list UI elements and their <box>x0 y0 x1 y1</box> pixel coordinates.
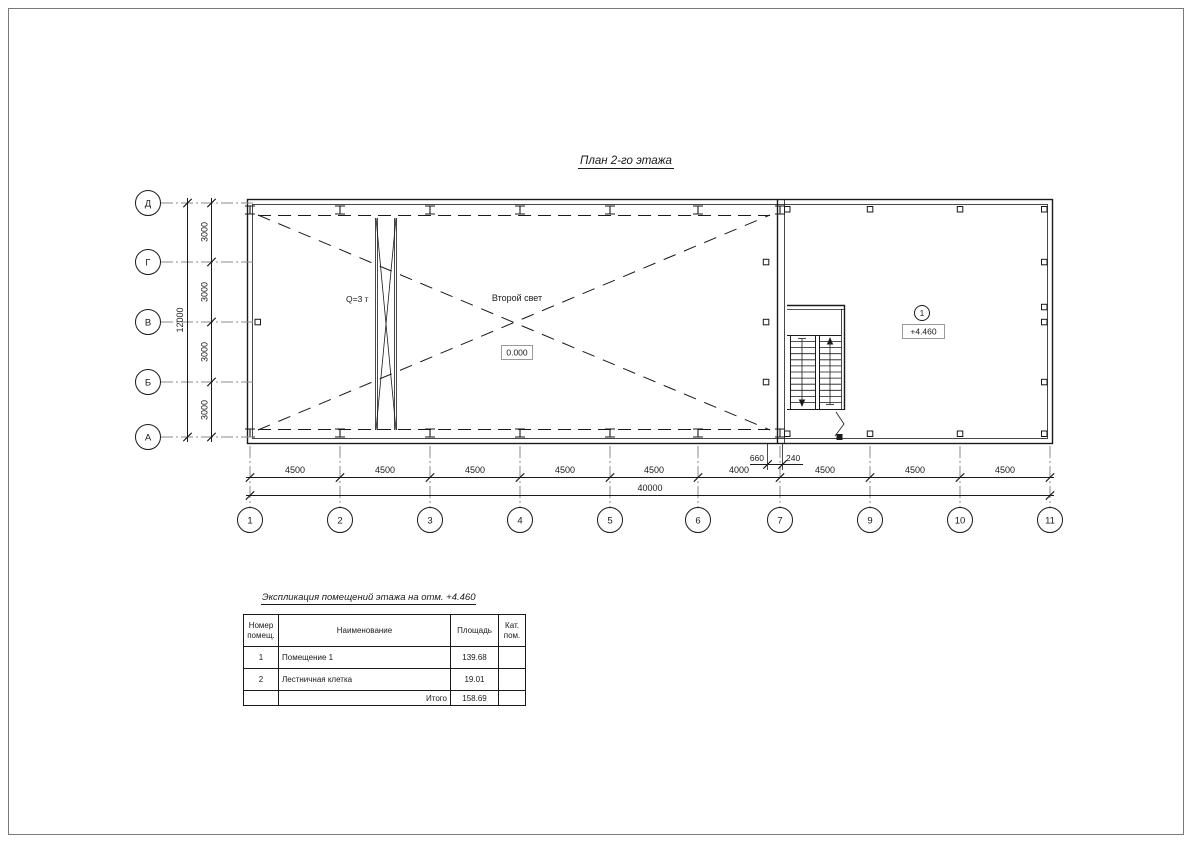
dim-left-segment: 3000 <box>199 221 210 243</box>
dim-left-total: 12000 <box>175 307 185 333</box>
dim-left-segment: 3000 <box>199 281 210 303</box>
offset-dimensions <box>750 444 803 470</box>
door-swing <box>835 412 844 436</box>
col-axis-label: 9 <box>867 515 873 527</box>
header-area: Площадь <box>451 615 499 647</box>
explication-title <box>261 592 543 605</box>
total-label: Итого <box>279 691 451 706</box>
level-zero-label: 0.000 <box>506 347 528 358</box>
second-light-label: Второй свет <box>491 293 543 303</box>
plan-title-text: План 2-го этажа <box>580 155 672 167</box>
room-number-label: 1 <box>919 309 925 318</box>
col-axis-label: 10 <box>954 515 966 527</box>
table-header-row <box>244 615 526 647</box>
row-axis-label: Д <box>144 198 152 210</box>
plan-annotations <box>346 293 945 360</box>
header-room-number: Номер помещ. <box>244 615 279 647</box>
col-axis-label: 6 <box>695 515 701 527</box>
table-row <box>244 647 526 669</box>
bottom-dimensions <box>246 444 1054 500</box>
cell-room-name: Помещение 1 <box>279 647 451 669</box>
second-light-opening <box>258 215 770 430</box>
cell-room-area: 139.68 <box>451 647 499 669</box>
table-row <box>244 669 526 691</box>
stair-treads-right <box>820 342 841 403</box>
dim-bottom-segment: 4500 <box>284 465 306 475</box>
dim-bottom-segment: 4500 <box>554 465 576 475</box>
dim-bottom-segment: 4500 <box>464 465 486 475</box>
column-axis-bubbles <box>238 508 1063 533</box>
level-mark-label: +4.460 <box>910 326 937 337</box>
building-outline <box>248 200 1053 444</box>
row-axis-label: Г <box>145 257 151 269</box>
col-axis-label: 1 <box>247 515 253 527</box>
dim-left-segment: 3000 <box>199 399 210 421</box>
explication-title-text: Экспликация помещений этажа на отм. +4.460 <box>262 592 476 603</box>
dim-bottom-segment: 4500 <box>904 465 926 475</box>
left-dimensions <box>175 198 216 442</box>
cell-room-category <box>499 669 526 691</box>
stair-treads-left <box>790 342 815 403</box>
column-axis-lines <box>250 446 1050 507</box>
staircase <box>787 305 845 436</box>
dim-left-segment: 3000 <box>199 341 210 363</box>
row-axis-label: Б <box>144 377 152 389</box>
dim-bottom-total: 40000 <box>637 483 663 493</box>
col-axis-label: 5 <box>607 515 613 527</box>
cell-room-area: 19.01 <box>451 669 499 691</box>
column-markers-hall <box>245 206 785 437</box>
table-total-row <box>244 691 526 706</box>
col-axis-label: 11 <box>1045 515 1055 527</box>
dim-bottom-segment: 4500 <box>643 465 665 475</box>
row-axis-bubbles <box>136 191 161 450</box>
total-area: 158.69 <box>451 691 499 706</box>
col-axis-label: 3 <box>427 515 433 527</box>
cell-empty <box>244 691 279 706</box>
header-category: Кат. пом. <box>499 615 526 647</box>
col-axis-label: 4 <box>517 515 523 527</box>
crane-capacity-label: Q=3 т <box>346 294 369 304</box>
cell-room-number: 1 <box>244 647 279 669</box>
cell-room-number: 2 <box>244 669 279 691</box>
header-name: Наименование <box>279 615 451 647</box>
col-axis-label: 2 <box>337 515 343 527</box>
vertical-bracing <box>376 218 397 430</box>
dim-offset-right: 240 <box>786 453 801 463</box>
row-axis-label: А <box>144 432 152 444</box>
room-explication <box>243 592 543 706</box>
dim-offset-left: 660 <box>749 453 764 463</box>
col-axis-label: 7 <box>777 515 783 527</box>
cell-room-name: Лестничная клетка <box>279 669 451 691</box>
dim-bottom-segment: 4000 <box>728 465 750 475</box>
room-explication-table <box>243 614 526 706</box>
column-markers-squares <box>255 207 1047 441</box>
dim-bottom-segment: 4500 <box>374 465 396 475</box>
stair-arrow-up <box>826 337 834 405</box>
cell-empty <box>499 691 526 706</box>
row-axis-label: В <box>144 317 152 329</box>
dim-bottom-segment: 4500 <box>994 465 1016 475</box>
dim-bottom-segment: 4500 <box>814 465 836 475</box>
cell-room-category <box>499 647 526 669</box>
